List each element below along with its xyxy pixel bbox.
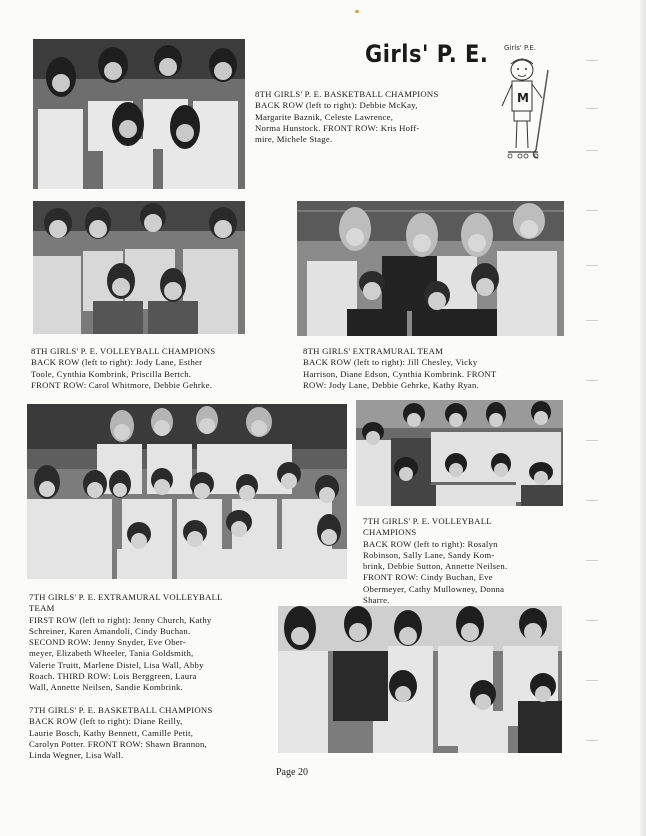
- cartoon-shirt-letter: M: [517, 91, 529, 105]
- caption-line: Obermeyer, Cathy Mullowney, Donna: [363, 583, 505, 594]
- caption-line: FIRST ROW (left to right): Jenny Church, Kathy: [29, 614, 212, 625]
- caption-line: SECOND ROW: Jenny Snyder, Eve Ober-: [29, 637, 187, 648]
- margin-tick: [586, 440, 598, 441]
- margin-tick: [586, 560, 598, 561]
- caption-7th-volleyball-champions: [363, 516, 507, 606]
- page-edge: [640, 0, 646, 836]
- caption-line: FRONT ROW: Cindy Buchan, Eve: [363, 572, 493, 583]
- caption-7th-extramural-volleyball-team: [29, 592, 223, 694]
- caption-line: mire, Michele Stage.: [255, 134, 333, 145]
- caption-line: Schreiner, Karen Amandoli, Cindy Buchan.: [29, 625, 191, 636]
- margin-tick: [586, 320, 598, 321]
- caption-line: Norma Hunstock. FRONT ROW: Kris Hoff-: [255, 122, 420, 133]
- photo-7th-basketball-champions: [278, 606, 562, 753]
- caption-line: Carolyn Potter. FRONT ROW: Shawn Brannon,: [29, 738, 207, 749]
- caption-line: Valerie Truitt, Marlene Distel, Lisa Wall, Abby: [29, 659, 204, 670]
- caption-line: ROW: Jody Lane, Debbie Gehrke, Kathy Ryan.: [303, 379, 480, 390]
- cartoon-illustration: [490, 40, 560, 170]
- page-title: Girls' P. E.: [365, 40, 489, 68]
- caption-line: BACK ROW (left to right): Jody Lane, Esther: [31, 357, 203, 368]
- caption-8th-basketball-champions: [255, 89, 439, 145]
- caption-line: 7TH GIRLS' P. E. VOLLEYBALL: [363, 516, 492, 526]
- photo-7th-volleyball-champions: [356, 400, 563, 506]
- caption-line: 7TH GIRLS' P. E. EXTRAMURAL VOLLEYBALL: [29, 592, 223, 602]
- caption-line: Margarite Baznik, Celeste Lawrence,: [255, 111, 394, 122]
- caption-line: 7TH GIRLS' P. E. BASKETBALL CHAMPIONS: [29, 705, 213, 715]
- page-number: Page 20: [276, 767, 308, 778]
- caption-line: Wall, Annette Neilsen, Sandie Kombrink.: [29, 682, 184, 693]
- margin-tick: [586, 108, 598, 109]
- caption-8th-extramural-team: [303, 346, 496, 391]
- caption-line: BACK ROW (left to right): Rosalyn: [363, 538, 498, 549]
- margin-tick: [586, 210, 598, 211]
- photo-8th-extramural-team: [297, 201, 564, 336]
- margin-tick: [586, 500, 598, 501]
- margin-tick: [586, 680, 598, 681]
- caption-line: 8TH GIRLS' EXTRAMURAL TEAM: [303, 346, 444, 356]
- caption-line: meyer, Elizabeth Wheeler, Tania Goldsmith,: [29, 648, 194, 659]
- caption-line: Roach. THIRD ROW: Lois Berggreen, Laura: [29, 671, 197, 682]
- caption-line: Laurie Bosch, Kathy Bennett, Camille Petit,: [29, 727, 194, 738]
- caption-line: Robinson, Sally Lane, Sandy Kom-: [363, 549, 495, 560]
- photo-8th-volleyball-champions: [33, 201, 245, 334]
- margin-tick: [586, 265, 598, 266]
- photo-7th-extramural-volleyball-team: [27, 404, 347, 579]
- caption-line: Linda Wegner, Lisa Wall.: [29, 750, 124, 761]
- caption-8th-volleyball-champions: [31, 346, 215, 391]
- caption-line: BACK ROW (left to right): Debbie McKay,: [255, 100, 418, 111]
- caption-line: Harrison, Diane Edson, Cynthia Kombrink. FRONT: [303, 368, 497, 379]
- photo-8th-basketball-champions: [33, 39, 245, 189]
- caption-line: CHAMPIONS: [363, 527, 417, 538]
- margin-tick: [586, 620, 598, 621]
- caption-line: Toole, Cynthia Kombrink, Priscilla Bertch.: [31, 368, 192, 379]
- caption-line: BACK ROW (left to right): Diane Reilly,: [29, 716, 183, 727]
- caption-line: 8TH GIRLS' P. E. BASKETBALL CHAMPIONS: [255, 89, 439, 99]
- printer-mark: [355, 10, 359, 13]
- caption-line: BACK ROW (left to right): Jill Chesley, Vicky: [303, 357, 478, 368]
- margin-tick: [586, 60, 598, 61]
- caption-7th-basketball-champions: [29, 705, 213, 761]
- margin-tick: [586, 150, 598, 151]
- caption-line: brink, Debbie Sutton, Annette Neilsen.: [363, 561, 508, 572]
- margin-tick: [586, 740, 598, 741]
- caption-line: TEAM: [29, 603, 55, 614]
- caption-line: 8TH GIRLS' P. E. VOLLEYBALL CHAMPIONS: [31, 346, 216, 356]
- caption-line: Sharre.: [363, 595, 390, 606]
- cartoon-label: Girls' P.E.: [504, 44, 536, 52]
- caption-line: FRONT ROW: Carol Whitmore, Debbie Gehrke.: [31, 379, 213, 390]
- margin-tick: [586, 380, 598, 381]
